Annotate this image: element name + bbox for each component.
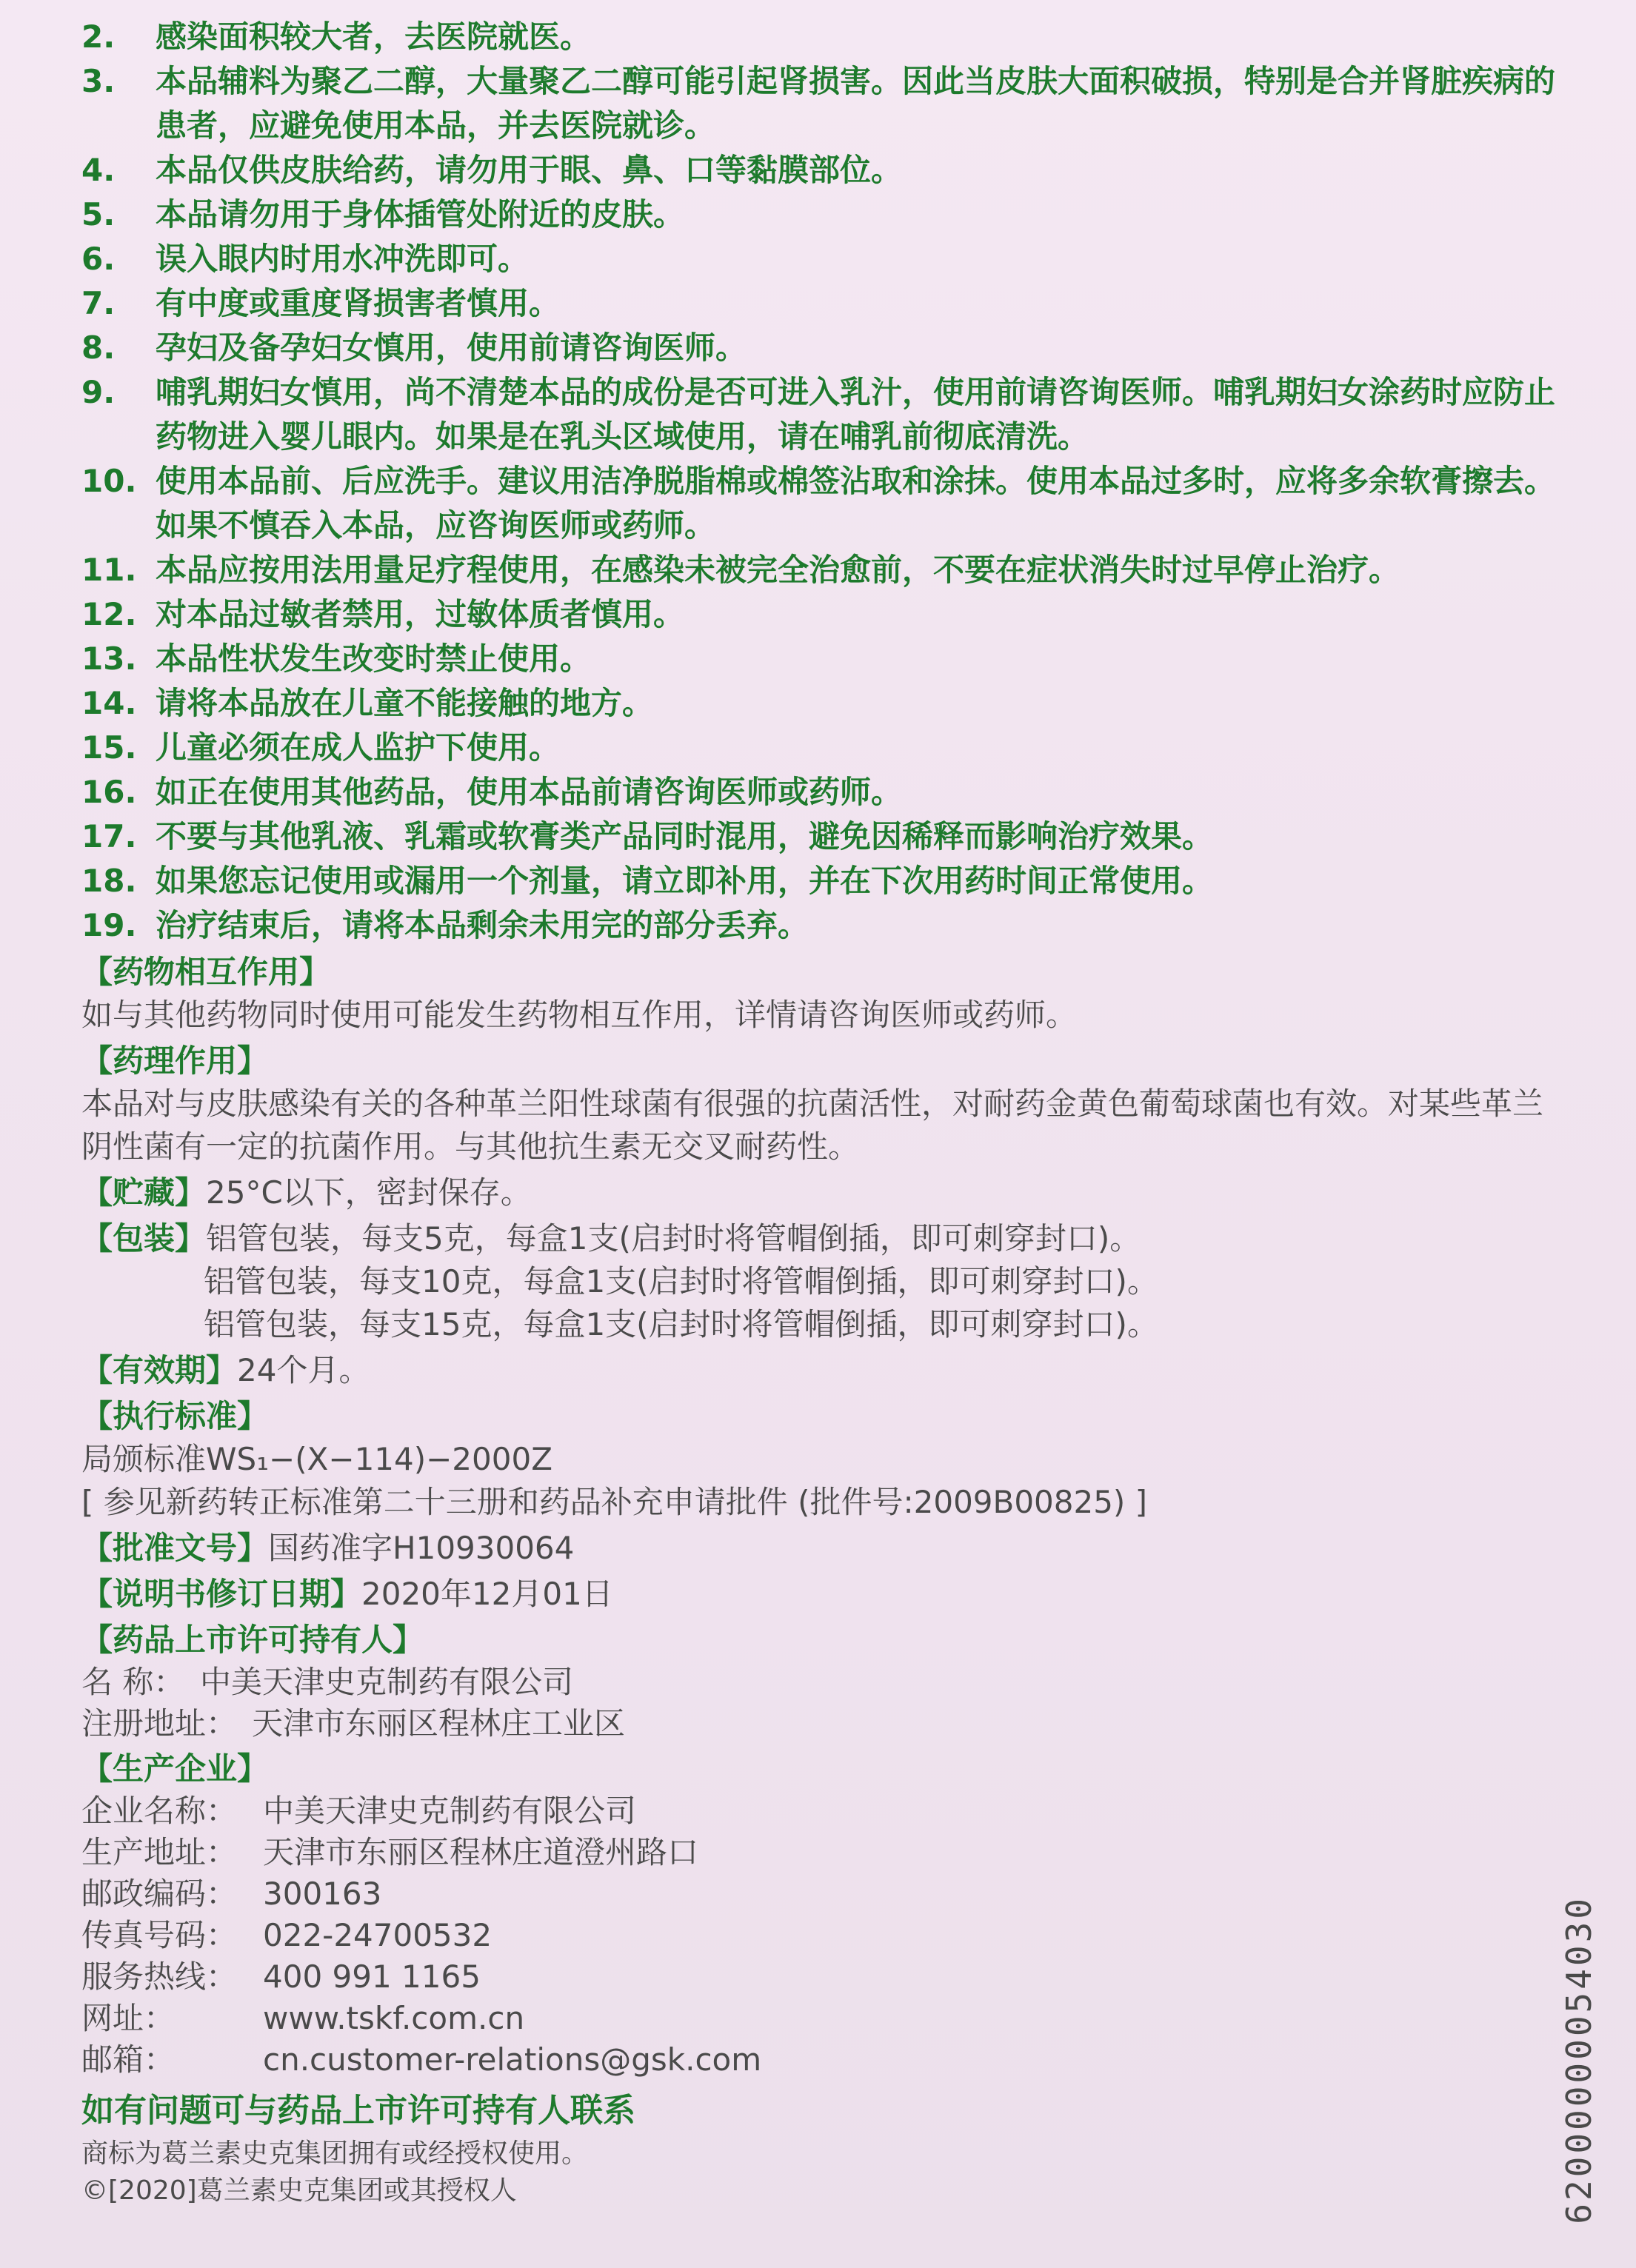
holder-address-row [81,1703,1563,1745]
row-value: 300163 [263,1876,382,1912]
copyright-note: ©[2020]葛兰素史克集团或其授权人 [81,2175,517,2206]
manufacturer-row [81,1790,1563,1832]
item-text: 本品应按用法用量足疗程使用，在感染未被完全治愈前，不要在症状消失时过早停止治疗。 [156,552,1400,588]
row-label: 邮政编码： [81,1876,238,1912]
section-interaction [81,951,1563,1037]
item-text: 请将本品放在儿童不能接触的地方。 [156,685,654,721]
item-text: 本品请勿用于身体插管处附近的皮肤。 [156,196,685,233]
item-text: 本品性状发生改变时禁止使用。 [156,640,592,677]
item-number: 3. [81,63,116,99]
manufacturer-row [81,1956,1563,1998]
section-text: 25°C以下，密封保存。 [206,1174,532,1211]
section-heading: 【药理作用】 [81,1043,269,1079]
row-value: 400 991 1165 [263,1958,481,1995]
row-label: 生产地址： [81,1834,238,1870]
item-text: 误入眼内时用水冲洗即可。 [156,241,530,277]
precaution-item [81,281,1563,326]
standard-line: [ 参见新药转正标准第二十三册和药品补充申请批件 (批件号:2009B00825) ] [81,1484,1148,1520]
section-text: 24个月。 [237,1352,370,1388]
precaution-item [81,370,1563,459]
section-pharmacology [81,1040,1563,1168]
trademark-note: 商标为葛兰素史克集团拥有或经授权使用。 [81,2138,589,2169]
precaution-item [81,814,1563,859]
item-number: 4. [81,152,116,188]
leaflet-page [81,15,1563,2210]
item-number: 19. [81,907,137,943]
precaution-item [81,459,1563,548]
section-heading: 【执行标准】 [81,1398,269,1434]
precautions-list [81,15,1563,948]
item-number: 15. [81,729,137,766]
row-value: cn.customer-relations@gsk.com [263,2041,762,2078]
manufacturer-rows [81,1790,1563,2081]
item-text: 使用本品前、后应洗手。建议用洁净脱脂棉或棉签沾取和涂抹。使用本品过多时，应将多余软膏擦去。如果不慎吞入本品，应咨询医师或药师。 [156,463,1556,543]
revision-date: 2020年12月01日 [361,1576,613,1612]
item-text: 孕妇及备孕妇女慎用，使用前请咨询医师。 [156,330,747,366]
precaution-item [81,903,1563,948]
section-heading: 【贮藏】 [81,1174,207,1211]
precaution-item [81,326,1563,370]
item-text: 感染面积较大者，去医院就医。 [156,19,592,55]
packaging-line: 铝管包装，每支15克，每盒1支(启封时将管帽倒插，即可刺穿封口)。 [204,1306,1158,1342]
row-value: www.tskf.com.cn [263,2000,525,2036]
row-label: 服务热线： [81,1958,238,1995]
barcode-number: 62000000054030 [1559,1896,1599,2224]
section-storage [81,1171,1563,1214]
manufacturer-row [81,1915,1563,1956]
section-heading: 【药品上市许可持有人】 [81,1622,424,1658]
item-number: 18. [81,863,137,899]
manufacturer-row [81,1832,1563,1873]
section-text: 本品对与皮肤感染有关的各种革兰阳性球菌有很强的抗菌活性，对耐药金黄色葡萄球菌也有效。对某些革兰阴性菌有一定的抗菌作用。与其他抗生素无交叉耐药性。 [81,1086,1544,1165]
row-label: 邮箱： [81,2041,176,2078]
item-text: 本品辅料为聚乙二醇，大量聚乙二醇可能引起肾损害。因此当皮肤大面积破损，特别是合并肾脏疾病的患者，应避免使用本品，并去医院就诊。 [156,63,1556,144]
item-number: 13. [81,640,137,677]
item-text: 对本品过敏者禁用，过敏体质者慎用。 [156,596,685,632]
section-heading: 【批准文号】 [81,1530,269,1566]
section-packaging [81,1217,1563,1346]
precaution-item [81,770,1563,814]
row-label: 传真号码： [81,1917,238,1953]
row-value: 天津市东丽区程林庄工业区 [252,1705,626,1742]
section-holder [81,1619,1563,1745]
section-validity [81,1349,1563,1392]
section-heading: 【药物相互作用】 [81,954,331,990]
item-number: 5. [81,196,116,233]
precaution-item [81,726,1563,770]
item-number: 8. [81,330,116,366]
item-text: 有中度或重度肾损害者慎用。 [156,285,561,321]
section-text: 如与其他药物同时使用可能发生药物相互作用，详情请咨询医师或药师。 [81,997,1078,1033]
row-label: 网址： [81,2000,176,2036]
item-number: 14. [81,685,137,721]
holder-name-row [81,1662,1563,1703]
packaging-line: 铝管包装，每支10克，每盒1支(启封时将管帽倒插，即可刺穿封口)。 [204,1263,1158,1299]
row-label: 企业名称： [81,1793,238,1829]
row-value: 中美天津史克制药有限公司 [263,1793,637,1829]
item-number: 2. [81,19,116,55]
precaution-item [81,193,1563,237]
item-text: 如正在使用其他药品，使用本品前请咨询医师或药师。 [156,774,903,810]
section-heading: 【有效期】 [81,1352,238,1388]
precaution-item [81,148,1563,193]
precaution-item [81,859,1563,903]
manufacturer-row [81,1998,1563,2039]
section-revision [81,1573,1563,1616]
contact-note: 如有问题可与药品上市许可持有人联系 [81,2092,635,2130]
section-heading: 【说明书修订日期】 [81,1576,362,1612]
precaution-item [81,592,1563,637]
item-number: 9. [81,374,116,410]
item-text: 如果您忘记使用或漏用一个剂量，请立即补用，并在下次用药时间正常使用。 [156,863,1214,899]
row-label: 名 称： [81,1664,185,1700]
section-approval [81,1527,1563,1570]
standard-line: 局颁标准WS₁−(X−114)−2000Z [81,1441,552,1477]
precaution-item [81,15,1563,59]
item-text: 治疗结束后，请将本品剩余未用完的部分丢弃。 [156,907,809,943]
packaging-line: 铝管包装，每支5克，每盒1支(启封时将管帽倒插，即可刺穿封口)。 [206,1220,1141,1257]
section-manufacturer [81,1747,1563,2081]
item-text: 哺乳期妇女慎用，尚不清楚本品的成份是否可进入乳汁，使用前请咨询医师。哺乳期妇女涂药时应防止药物进入婴儿眼内。如果是在乳头区域使用，请在哺乳前彻底清洗。 [156,374,1556,455]
precaution-item [81,548,1563,592]
row-value: 天津市东丽区程林庄道澄州路口 [263,1834,699,1870]
section-heading: 【生产企业】 [81,1750,269,1787]
manufacturer-row [81,2039,1563,2081]
item-number: 7. [81,285,116,321]
item-number: 16. [81,774,137,810]
precaution-item [81,59,1563,148]
item-text: 不要与其他乳液、乳霜或软膏类产品同时混用，避免因稀释而影响治疗效果。 [156,818,1214,854]
precaution-item [81,637,1563,681]
item-number: 11. [81,552,137,588]
row-label: 注册地址： [81,1705,238,1742]
item-number: 6. [81,241,116,277]
item-text: 本品仅供皮肤给药，请勿用于眼、鼻、口等黏膜部位。 [156,152,903,188]
precaution-item [81,681,1563,726]
manufacturer-row [81,1873,1563,1915]
precaution-item [81,237,1563,281]
item-text: 儿童必须在成人监护下使用。 [156,729,561,766]
item-number: 10. [81,463,137,499]
section-heading: 【包装】 [81,1220,207,1257]
item-number: 12. [81,596,137,632]
approval-number: 国药准字H10930064 [268,1530,575,1566]
section-standard [81,1395,1563,1524]
row-value: 022-24700532 [263,1917,493,1953]
row-value: 中美天津史克制药有限公司 [200,1664,574,1700]
item-number: 17. [81,818,137,854]
